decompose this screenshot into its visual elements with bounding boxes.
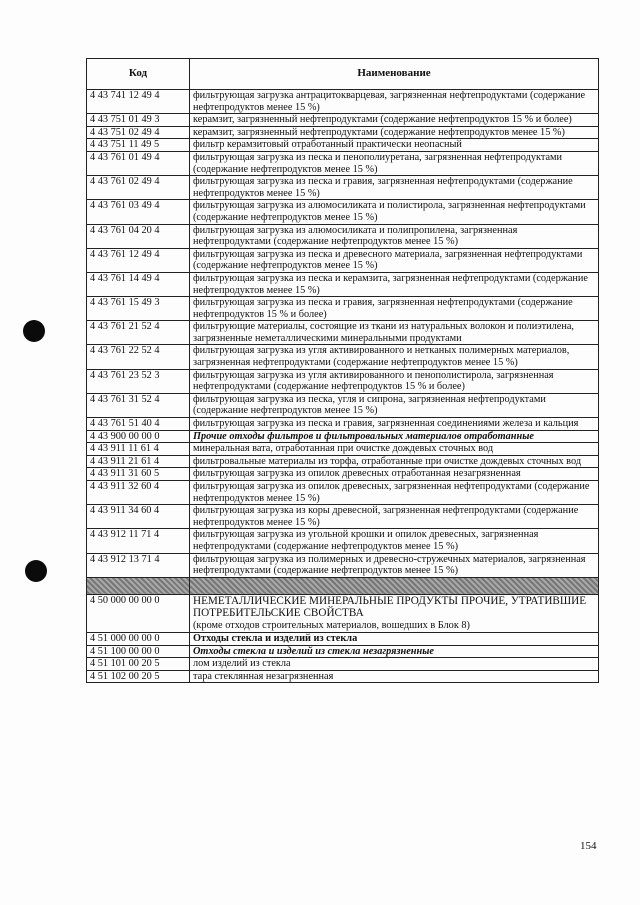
table-row: [87, 248, 599, 272]
table-row: [87, 272, 599, 296]
table-row: [87, 418, 599, 431]
table-row: [87, 200, 599, 224]
block-note: (кроме отходов строительных материалов, вошедших в Блок 8): [193, 619, 470, 631]
row-name: фильтрующая загрузка из песка, угля и сипрона, загрязненная нефтепродуктами (содержание нефтепродуктов менее 15 %): [190, 393, 599, 417]
row-code: 4 43 912 13 71 4: [87, 553, 190, 577]
row-name: лом изделий из стекла: [190, 658, 599, 671]
row-code: 4 43 751 11 49 5: [87, 139, 190, 152]
table-row: [87, 645, 599, 658]
table-row: [87, 481, 599, 505]
table-row: [87, 345, 599, 369]
table-row: [87, 632, 599, 645]
block-title: НЕМЕТАЛЛИЧЕСКИЕ МИНЕРАЛЬНЫЕ ПРОДУКТЫ ПРОЧИЕ, УТРАТИВШИЕ ПОТРЕБИТЕЛЬСКИЕ СВОЙСТВА: [193, 594, 587, 620]
table-row: [87, 455, 599, 468]
table-row: [87, 553, 599, 577]
row-code: 4 43 761 51 40 4: [87, 418, 190, 431]
punch-hole: [25, 560, 47, 582]
row-name: фильтрующая загрузка из опилок древесных отработанная незагрязненная: [190, 468, 599, 481]
waste-classifier-table: [86, 58, 599, 683]
row-code: 4 51 100 00 00 0: [87, 645, 190, 658]
table-row: [87, 224, 599, 248]
row-code: 4 43 761 31 52 4: [87, 393, 190, 417]
row-name: фильтрующая загрузка из алюмосиликата и полистирола, загрязненная нефтепродуктами (содержание нефтепродуктов менее 15 %): [190, 200, 599, 224]
row-code: 4 43 751 01 49 3: [87, 114, 190, 127]
row-code: 4 43 761 02 49 4: [87, 176, 190, 200]
row-name: фильтрующая загрузка из опилок древесных, загрязненная нефтепродуктами (содержание нефтепродуктов менее 15 %): [190, 481, 599, 505]
table-row: [87, 430, 599, 443]
row-name: керамзит, загрязненный нефтепродуктами (содержание нефтепродуктов 15 % и более): [190, 114, 599, 127]
table-row: [87, 369, 599, 393]
table-row: [87, 176, 599, 200]
row-code: 4 43 761 23 52 3: [87, 369, 190, 393]
row-code: 4 51 101 00 20 5: [87, 658, 190, 671]
row-code: 4 43 911 34 60 4: [87, 505, 190, 529]
row-name: фильтрующая загрузка из угля активированного и нетканых полимерных материалов, загрязненная нефтепродуктами (содержание нефтепродуктов менее 15 %): [190, 345, 599, 369]
row-name: фильтрующие материалы, состоящие из ткани из натуральных волокон и полиэтилена, загрязненные неметаллическими минеральными продуктами: [190, 321, 599, 345]
row-name: фильтрующая загрузка из угольной крошки и опилок древесных, загрязненная нефтепродуктами (содержание нефтепродуктов менее 15 %): [190, 529, 599, 553]
row-code: 4 43 912 11 71 4: [87, 529, 190, 553]
row-code: 4 43 761 03 49 4: [87, 200, 190, 224]
row-name: фильтр керамзитовый отработанный практически неопасный: [190, 139, 599, 152]
table-row: [87, 114, 599, 127]
row-code: 4 43 761 21 52 4: [87, 321, 190, 345]
table-row: [87, 468, 599, 481]
table-row: [87, 126, 599, 139]
row-name: фильтрующая загрузка антрацитокварцевая, загрязненная нефтепродуктами (содержание нефтепродуктов менее 15 %): [190, 90, 599, 114]
row-name: Отходы стекла и изделий из стекла незагрязненные: [190, 645, 599, 658]
row-name: фильтрующая загрузка из песка и гравия, загрязненная нефтепродуктами (содержание нефтепродуктов менее 15 %): [190, 176, 599, 200]
row-name: фильтрующая загрузка из песка и керамзита, загрязненная нефтепродуктами (содержание нефтепродуктов менее 15 %): [190, 272, 599, 296]
table-row: [87, 529, 599, 553]
row-code: 4 43 741 12 49 4: [87, 90, 190, 114]
row-name: фильтрующая загрузка из песка и гравия, загрязненная нефтепродуктами (содержание нефтепродуктов 15 % и более): [190, 297, 599, 321]
row-code: 4 43 911 11 61 4: [87, 443, 190, 456]
table-row: [87, 139, 599, 152]
table-row: [87, 321, 599, 345]
table-body: [87, 90, 599, 578]
shaded-separator: [87, 577, 599, 594]
row-code: 4 43 761 12 49 4: [87, 248, 190, 272]
header-code: Код: [87, 59, 190, 90]
row-code: 4 43 911 21 61 4: [87, 455, 190, 468]
table-row: [87, 90, 599, 114]
block-code: 4 50 000 00 00 0: [87, 594, 190, 632]
row-code: 4 43 761 01 49 4: [87, 151, 190, 175]
row-code: 4 43 900 00 00 0: [87, 430, 190, 443]
row-name: фильтрующая загрузка из песка и древесного материала, загрязненная нефтепродуктами (содержание нефтепродуктов менее 15 %): [190, 248, 599, 272]
row-code: 4 43 911 31 60 5: [87, 468, 190, 481]
row-code: 4 43 761 14 49 4: [87, 272, 190, 296]
row-name: фильтрующая загрузка из угля активированного и пенополистирола, загрязненная нефтепродуктами (содержание нефтепродуктов 15 % и более): [190, 369, 599, 393]
row-code: 4 43 911 32 60 4: [87, 481, 190, 505]
row-name: Отходы стекла и изделий из стекла: [190, 632, 599, 645]
table-row: [87, 297, 599, 321]
table-body-glass: [87, 632, 599, 682]
row-name: Прочие отходы фильтров и фильтровальных материалов отработанные: [190, 430, 599, 443]
row-name: тара стеклянная незагрязненная: [190, 670, 599, 683]
block-name: [190, 594, 599, 632]
table-row: [87, 151, 599, 175]
row-code: 4 51 102 00 20 5: [87, 670, 190, 683]
table-row: [87, 505, 599, 529]
row-name: фильтрующая загрузка из алюмосиликата и полипропилена, загрязненная нефтепродуктами (содержание нефтепродуктов менее 15 %): [190, 224, 599, 248]
row-name: фильтрующая загрузка из коры древесной, загрязненная нефтепродуктами (содержание нефтепродуктов менее 15 %): [190, 505, 599, 529]
row-code: 4 51 000 00 00 0: [87, 632, 190, 645]
block-section: [87, 577, 599, 632]
block-row: [87, 594, 599, 632]
header-name: Наименование: [190, 59, 599, 90]
row-name: фильтрующая загрузка из песка и пенополиуретана, загрязненная нефтепродуктами (содержание нефтепродуктов менее 15 %): [190, 151, 599, 175]
row-name: минеральная вата, отработанная при очистке дождевых сточных вод: [190, 443, 599, 456]
row-name: фильтрующая загрузка из песка и гравия, загрязненная соединениями железа и кальция: [190, 418, 599, 431]
table-header: [87, 59, 599, 90]
row-code: 4 43 761 22 52 4: [87, 345, 190, 369]
table-row: [87, 670, 599, 683]
table-row: [87, 658, 599, 671]
punch-hole: [23, 320, 45, 342]
row-name: керамзит, загрязненный нефтепродуктами (содержание нефтепродуктов менее 15 %): [190, 126, 599, 139]
table-row: [87, 393, 599, 417]
row-name: фильтрующая загрузка из полимерных и древесно-стружечных материалов, загрязненная нефтепродуктами (содержание нефтепродуктов менее 15 %): [190, 553, 599, 577]
table-row: [87, 443, 599, 456]
page-number: 154: [580, 840, 597, 852]
row-code: 4 43 751 02 49 4: [87, 126, 190, 139]
row-name: фильтровальные материалы из торфа, отработанные при очистке дождевых сточных вод: [190, 455, 599, 468]
row-code: 4 43 761 04 20 4: [87, 224, 190, 248]
row-code: 4 43 761 15 49 3: [87, 297, 190, 321]
